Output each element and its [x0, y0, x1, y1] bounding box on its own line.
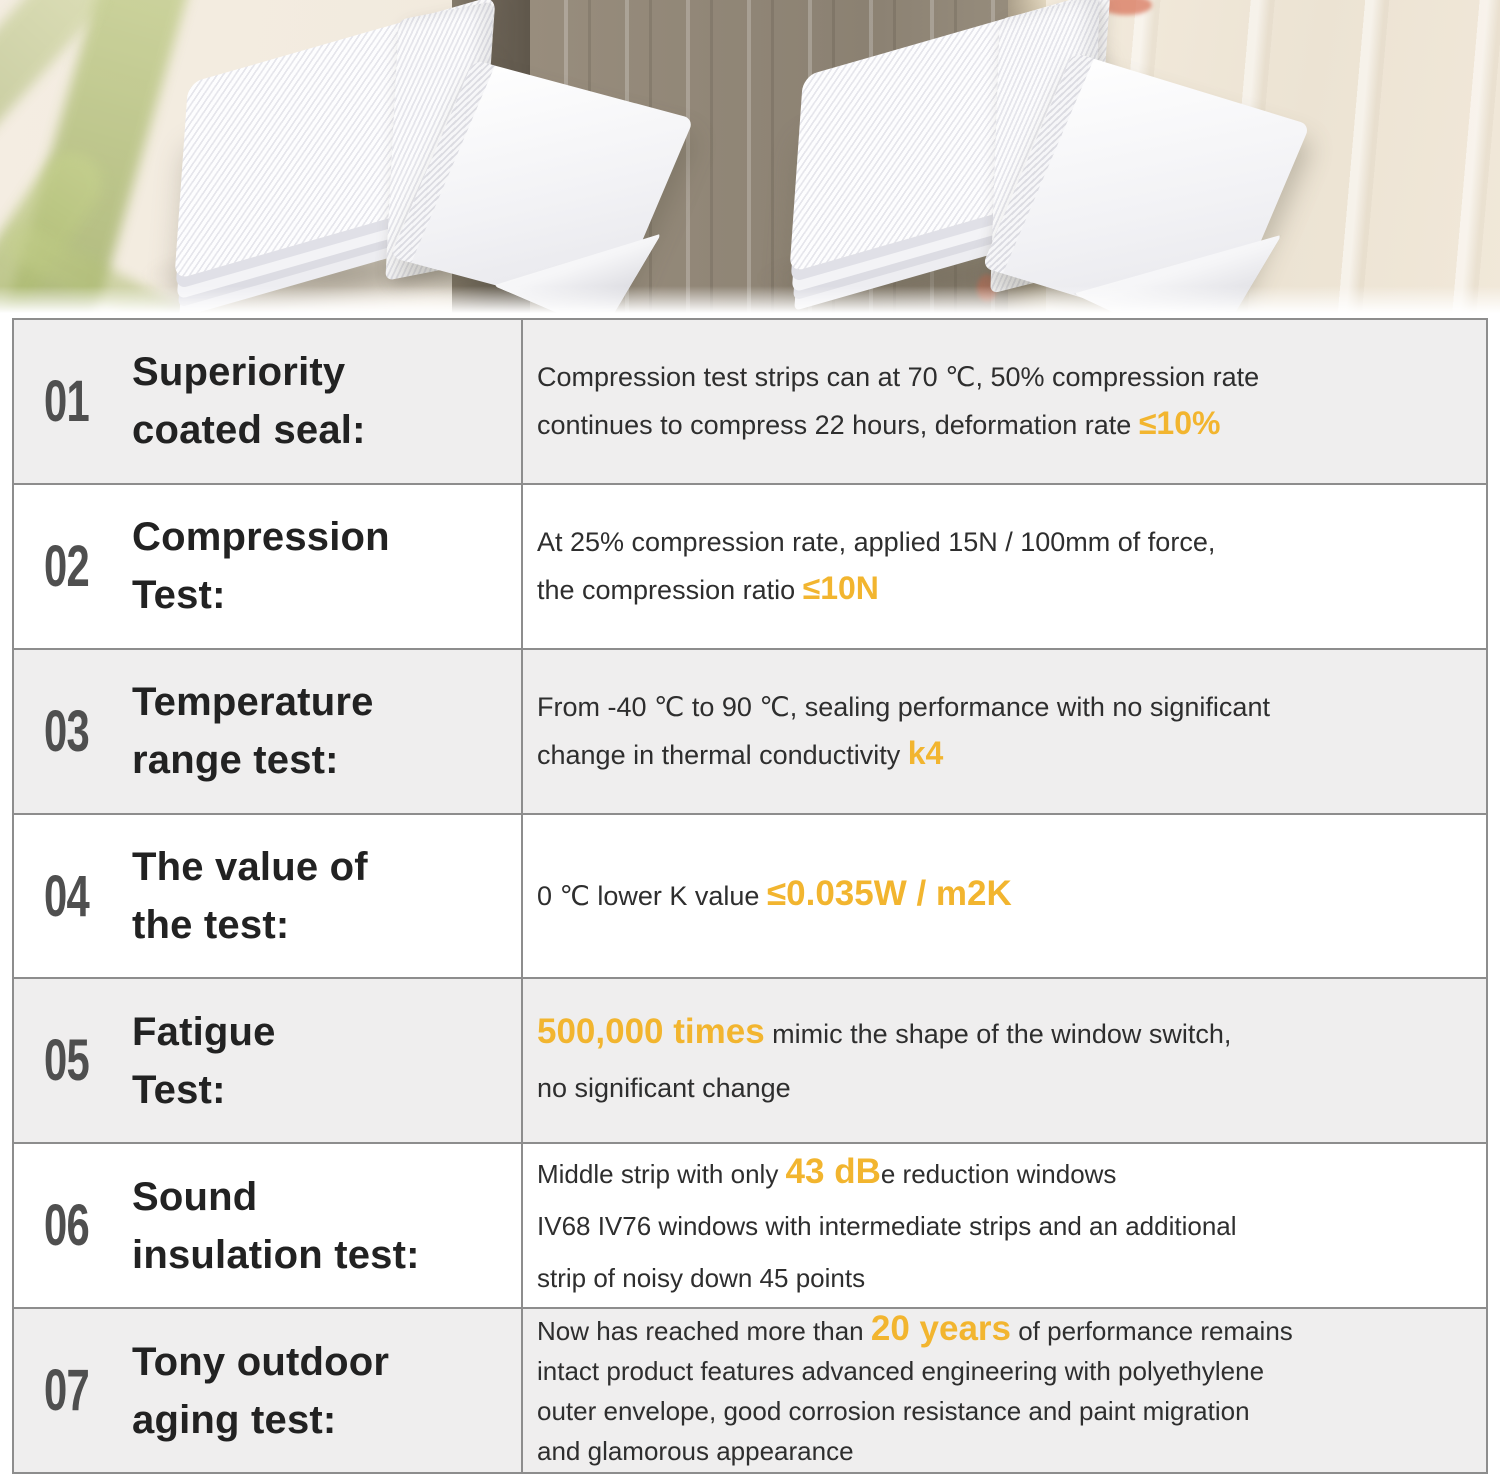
- row-number: 06: [44, 1193, 90, 1259]
- row-description: [523, 1144, 1486, 1307]
- description-line: [537, 518, 1462, 566]
- table-row: [14, 1307, 1486, 1472]
- description-text: change in thermal conductivity: [537, 740, 908, 771]
- highlight-value: ≤10%: [1138, 405, 1221, 442]
- description-text: At 25% compression rate, applied 15N / 100mm of force,: [537, 527, 1216, 558]
- row-title: [132, 508, 390, 624]
- product-photo: [0, 0, 1500, 318]
- row-number: 07: [44, 1358, 90, 1424]
- highlight-value: 500,000 times: [537, 1011, 765, 1051]
- table-row: [14, 648, 1486, 813]
- photo-bottom-fade: [0, 286, 1500, 318]
- description-text: outer envelope, good corrosion resistance and paint migration: [537, 1396, 1250, 1427]
- description-text: e reduction windows: [880, 1158, 1117, 1189]
- description-text: Middle strip with only: [537, 1158, 786, 1189]
- row-title: [132, 838, 368, 954]
- row-description: [523, 1309, 1486, 1472]
- description-text: the compression ratio: [537, 575, 803, 606]
- description-text: strip of noisy down 45 points: [537, 1262, 866, 1293]
- row-title: [132, 343, 366, 459]
- row-title: [132, 1333, 389, 1449]
- table-row: [14, 320, 1486, 483]
- row-title-line: Compression: [132, 515, 390, 560]
- row-number: 02: [44, 533, 90, 599]
- description-line: [537, 566, 1462, 614]
- row-description: [523, 485, 1486, 648]
- table-row: [14, 813, 1486, 978]
- description-text: 0 ℃ lower K value: [537, 881, 767, 911]
- row-left-cell: [14, 485, 523, 648]
- row-title: [132, 1003, 276, 1119]
- row-left-cell: [14, 320, 523, 483]
- row-left-cell: [14, 979, 523, 1142]
- description-text: IV68 IV76 windows with intermediate strips and an additional: [537, 1210, 1237, 1241]
- description-line: [537, 353, 1462, 401]
- row-title-line: Test:: [132, 573, 226, 618]
- row-left-cell: [14, 815, 523, 978]
- description-line: [537, 401, 1462, 449]
- row-title-line: insulation test:: [132, 1232, 420, 1277]
- description-line: [537, 1200, 1462, 1252]
- highlight-value: 20 years: [870, 1309, 1011, 1349]
- row-title-line: The value of: [132, 845, 368, 889]
- description-line: [537, 1351, 1462, 1391]
- row-title-line: Test:: [132, 1067, 226, 1112]
- row-description: [523, 320, 1486, 483]
- row-title-line: the test:: [132, 903, 290, 947]
- row-title-line: Tony outdoor: [132, 1339, 390, 1384]
- description-text: From -40 ℃ to 90 ℃, sealing performance with no significant: [537, 692, 1270, 723]
- description-text: no significant change: [537, 1072, 791, 1103]
- description-text: and glamorous appearance: [537, 1436, 854, 1467]
- description-line: [537, 1252, 1462, 1304]
- description-line: [537, 1061, 1462, 1115]
- row-number: 04: [44, 863, 90, 929]
- row-title-line: aging test:: [132, 1397, 337, 1442]
- description-text: of performance remains: [1011, 1316, 1293, 1347]
- description-line: [537, 1007, 1462, 1061]
- description-text: mimic the shape of the window switch,: [764, 1018, 1232, 1049]
- description-line: [537, 1431, 1462, 1471]
- row-left-cell: [14, 650, 523, 813]
- table-row: [14, 977, 1486, 1142]
- row-number: 03: [44, 698, 90, 764]
- row-description: [523, 650, 1486, 813]
- description-line: [537, 683, 1462, 731]
- row-number: 05: [44, 1028, 90, 1094]
- description-line: [537, 1391, 1462, 1431]
- row-title-line: Sound: [132, 1174, 258, 1219]
- highlight-value: ≤0.035W / m2K: [766, 874, 1012, 913]
- row-title-line: Temperature: [132, 680, 374, 725]
- row-title-line: Fatigue: [132, 1009, 276, 1054]
- description-text: continues to compress 22 hours, deformation rate: [537, 410, 1139, 441]
- highlight-value: k4: [907, 735, 944, 772]
- description-line: [537, 872, 1462, 920]
- row-title-line: coated seal:: [132, 408, 366, 453]
- description-line: [537, 1148, 1462, 1200]
- test-table: [12, 318, 1488, 1474]
- row-title: [132, 673, 374, 789]
- row-number: 01: [44, 368, 90, 434]
- row-left-cell: [14, 1144, 523, 1307]
- row-title-line: range test:: [132, 738, 339, 783]
- row-title: [132, 1168, 420, 1284]
- row-description: [523, 815, 1486, 978]
- description-line: [537, 1310, 1462, 1351]
- description-text: Now has reached more than: [537, 1316, 871, 1347]
- description-line: [537, 731, 1462, 779]
- row-left-cell: [14, 1309, 523, 1472]
- table-row: [14, 1142, 1486, 1307]
- row-title-line: Superiority: [132, 350, 346, 395]
- highlight-value: ≤10N: [802, 570, 879, 607]
- description-text: intact product features advanced engineering with polyethylene: [537, 1356, 1265, 1387]
- table-row: [14, 483, 1486, 648]
- description-text: Compression test strips can at 70 ℃, 50% compression rate: [537, 362, 1260, 393]
- row-description: [523, 979, 1486, 1142]
- highlight-value: 43 dB: [785, 1151, 881, 1191]
